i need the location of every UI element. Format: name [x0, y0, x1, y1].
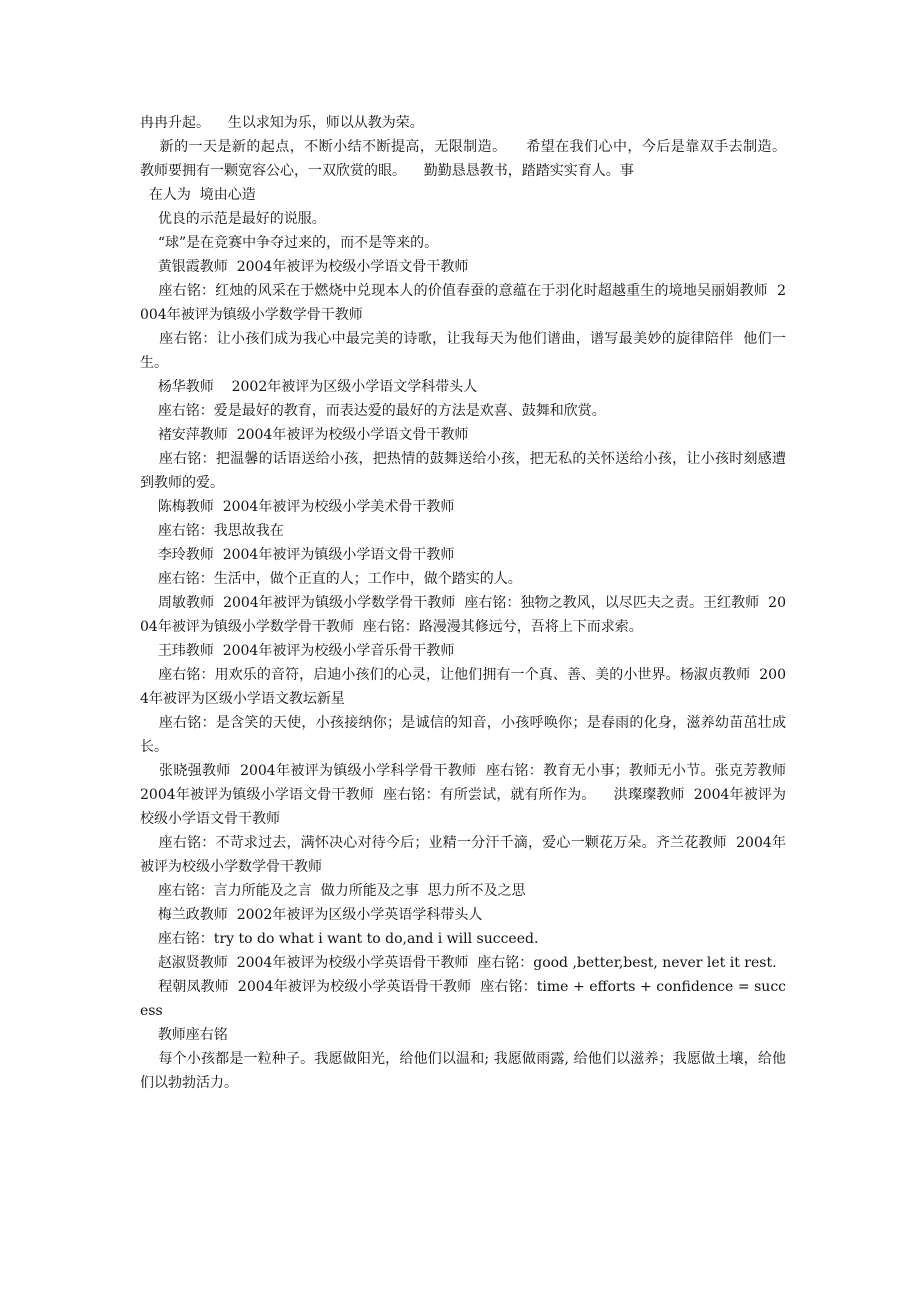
document-body: [140, 111, 804, 1095]
paragraph: 座右铭：让小孩们成为我心中最完美的诗歌，让我每天为他们谱曲，谱写最美妙的旋律陪伴 他们一生。: [140, 331, 786, 371]
paragraph: 座右铭：生活中，做个正直的人；工作中，做个踏实的人。: [140, 571, 522, 587]
paragraph: 梅兰政教师 2002年被评为区级小学英语学科带头人: [140, 907, 483, 923]
paragraph: 杨华教师 2002年被评为区级小学语文学科带头人: [140, 379, 478, 395]
paragraph: 张晓强教师 2004年被评为镇级小学科学骨干教师 座右铭：教育无小事；教师无小节。张克芳教师 2004年被评为镇级小学语文骨干教师 座右铭：有所尝试，就有所作为。 洪璨璨教师 2004年被评为校级小学语文骨干教师: [140, 763, 795, 827]
paragraph: 在人为 境由心造: [140, 187, 256, 203]
paragraph: 褚安萍教师 2004年被评为校级小学语文骨干教师: [140, 427, 469, 443]
paragraph: 座右铭：用欢乐的音符，启迪小孩们的心灵，让他们拥有一个真、善、美的小世界。杨淑贞教师 2004年被评为区级小学语文教坛新星: [140, 667, 786, 707]
paragraph: 座右铭：把温馨的话语送给小孩，把热情的鼓舞送给小孩，把无私的关怀送给小孩，让小孩时刻感遭到教师的爱。: [140, 451, 786, 491]
paragraph: 座右铭：我思故我在: [140, 523, 284, 539]
paragraph: 座右铭：不苛求过去，满怀决心对待今后；业精一分汗千滴，爱心一颗花万朵。齐兰花教师 2004年被评为校级小学数学骨干教师: [140, 835, 786, 875]
paragraph: 座右铭：言力所能及之言 做力所能及之事 思力所不及之思: [140, 883, 526, 899]
paragraph: 周敏教师 2004年被评为镇级小学数学骨干教师 座右铭：独物之教风，以尽匹夫之责。王红教师 2004年被评为镇级小学数学骨干教师 座右铭：路漫漫其修远兮，吾将上下而求索。: [140, 595, 786, 635]
paragraph: 座右铭：是含笑的天使，小孩接纳你；是诚信的知音，小孩呼唤你；是春雨的化身，滋养幼苗茁壮成长。: [140, 715, 786, 755]
paragraph: 程朝凤教师 2004年被评为校级小学英语骨干教师 座右铭：time + efforts + confidence = success: [140, 979, 786, 1019]
paragraph: 座右铭：爱是最好的教育，而表达爱的最好的方法是欢喜、鼓舞和欣赏。: [140, 403, 606, 419]
paragraph: 每个小孩都是一粒种子。我愿做阳光，给他们以温和; 我愿做雨露, 给他们以滋养；我愿做土壤，给他们以勃勃活力。: [140, 1051, 786, 1091]
paragraph: 李玲教师 2004年被评为镇级小学语文骨干教师: [140, 547, 455, 563]
paragraph: 新的一天是新的起点，不断小结不断提高，无限制造。 希望在我们心中，今后是靠双手去制造。 教师要拥有一颗宽容公心，一双欣赏的眼。 勤勤恳恳教书，踏踏实实育人。事: [140, 139, 804, 179]
paragraph: 座右铭：try to do what i want to do,and i will succeed.: [140, 931, 539, 947]
paragraph: 优良的示范是最好的说服。: [140, 211, 326, 227]
paragraph: 赵淑贤教师 2004年被评为校级小学英语骨干教师 座右铭：good ,better,best, never let it rest.: [140, 955, 777, 971]
paragraph: 陈梅教师 2004年被评为校级小学美术骨干教师: [140, 499, 455, 515]
paragraph: 冉冉升起。 生以求知为乐，师以从教为荣。: [140, 115, 424, 131]
paragraph: 教师座右铭: [140, 1027, 228, 1043]
paragraph: 座右铭：红烛的风采在于燃烧中兑现本人的价值春蚕的意蕴在于羽化时超越重生的境地吴丽娟教师 2004年被评为镇级小学数学骨干教师: [140, 283, 786, 323]
paragraph: 黄银霞教师 2004年被评为校级小学语文骨干教师: [140, 259, 469, 275]
paragraph: “球”是在竞赛中争夺过来的，而不是等来的。: [140, 235, 439, 251]
paragraph: 王玮教师 2004年被评为校级小学音乐骨干教师: [140, 643, 455, 659]
